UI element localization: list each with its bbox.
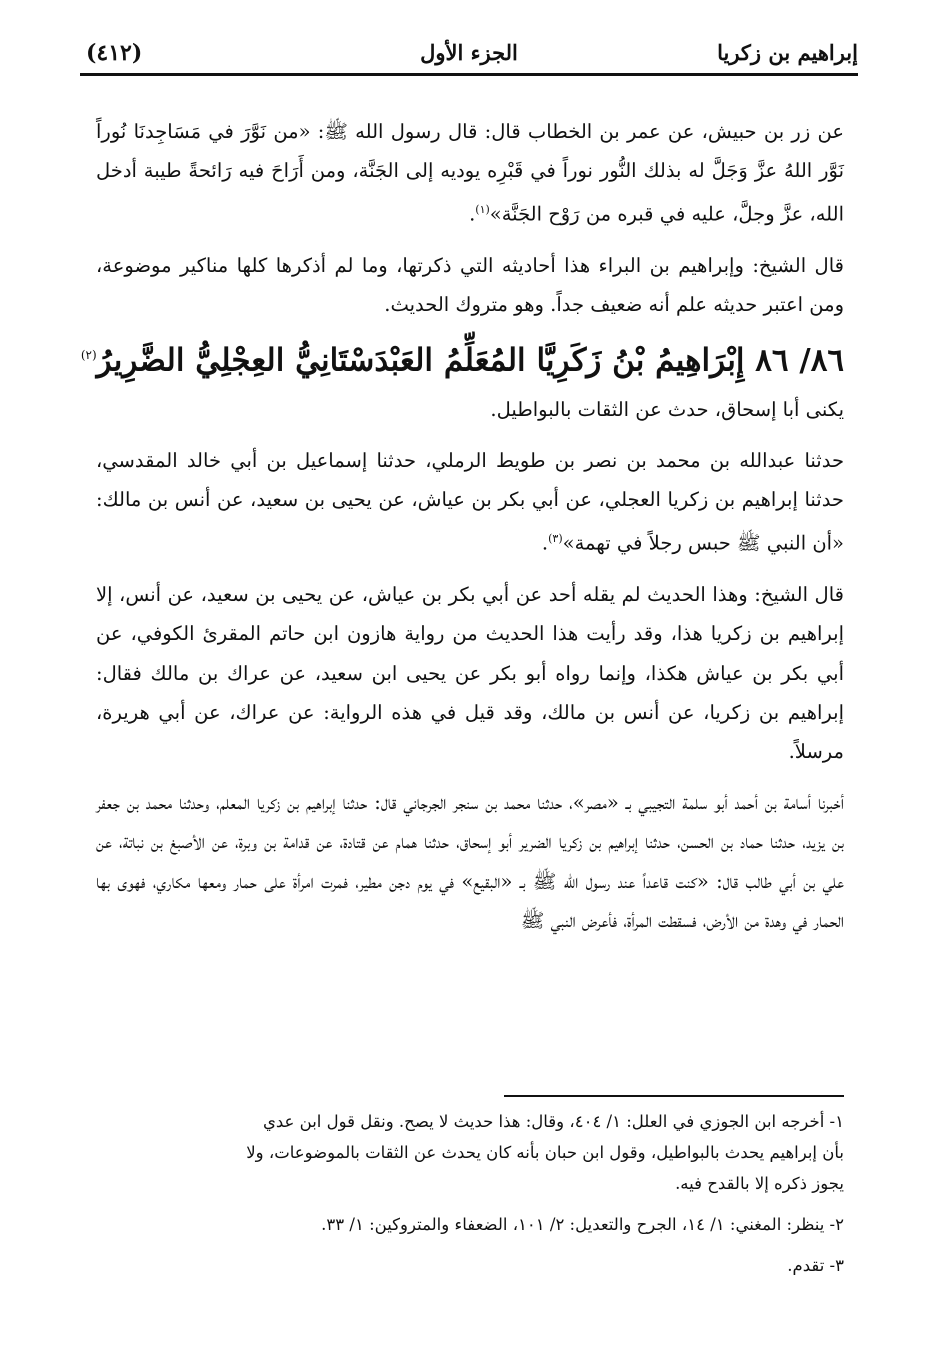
footnote-1-line-3: يجوز ذكره إلا بالقدح فيه.	[675, 1174, 844, 1193]
footnote-1-line-1: ١- أخرجه ابن الجوزي في العلل: ١/ ٤٠٤، وقال: هذا حديث لا يصح. ونقل قول ابن عدي	[262, 1112, 844, 1131]
paragraph-text: حدثنا عبدالله بن محمد بن نصر بن طويط الرملي، حدثنا إسماعيل بن أبي خالد المقدسي، حدثنا إبراهيم بن زكريا العجلي، عن أبي بكر بن عياش، عن يحيى بن سعيد، عن أنس بن مالك: «أن النبي ﷺ حبس رجلاً في تهمة»	[96, 449, 844, 555]
paragraph-hadith-1: عن زر بن حبيش، عن عمر بن الخطاب قال: قال رسول الله ﷺ: «من نَوَّرَ في مَسَاجِدنَا نُوراً نَوَّر اللهُ عزَّ وَجَلَّ له بذلك النُّور نوراً في قَبْرِه يوديه إلى الجَنَّة، ومن أَرَاحَ فيه رَائحةً طيبة أدخل الله، عزَّ وجلَّ، عليه في قبره من رَوْح الجَنَّة»$^{(١)}$.	[96, 120, 844, 226]
footnote-ref-3: (٣)	[548, 532, 563, 546]
paragraph-kunya: يكنى أبا إسحاق، حدث عن الثقات بالبواطيل.	[490, 397, 844, 421]
paragraph-hadith-3: أخبرنا أسامة بن أحمد أبو سلمة التجيبي بـ «مصر»، حدثنا محمد بن سنجر الجرجاني قال: حدثنا إبراهيم بن زكريا المعلم، وحدثنا محمد بن جعفر بن يزيد، حدثنا حماد بن الحسن، حدثنا إبراهيم بن زكريا الضرير أبو إسحاق، حدثنا همام عن قتادة، عن قدامة بن وبرة، عن الأصبغ بن نباتة، عن علي بن أبي طالب قال: «كنت قاعداً عند رسول الله ﷺ بـ «البقيع» في يوم دجن مطير، فمرت امرأة على حمار ومعها مكاري، فهوى بها الحمار في وهدة من الأرض، فسقطت المرأة، فأعرض النبي ﷺ	[96, 791, 844, 932]
footnote-1-line-2: بأن إبراهيم يحدث بالبواطيل، وقول ابن حبان بأنه كان يحدث عن الثقات بالموضوعات، ولا	[246, 1143, 844, 1162]
biography-heading-text: ٨٦/ ٨٦ إِبْرَاهِيمُ بْنُ زَكَرِيَّا المُعَلِّمُ العَبْدَسْتَانِيُّ العِجْلِيُّ الضَّرِيرُ	[96, 341, 844, 378]
page-number: (٤١٢)	[86, 40, 143, 66]
footnote-ref-2: (٢)	[80, 347, 97, 362]
main-text	[80, 112, 844, 948]
header-rule	[80, 73, 858, 76]
page-header	[80, 36, 858, 76]
paragraph-text: عن زر بن حبيش، عن عمر بن الخطاب قال: قال رسول الله ﷺ: «من نَوَّرَ في مَسَاجِدنَا نُوراً نَوَّر اللهُ عزَّ وَجَلَّ له بذلك النُّور نوراً في قَبْرِه يوديه إلى الجَنَّة، ومن أَرَاحَ فيه رَائحةً طيبة أدخل الله، عزَّ وجلَّ، عليه في قبره من رَوْح الجَنَّة»	[96, 120, 844, 226]
footnote-2: ٢- ينظر: المغني: ١/ ١٤، الجرح والتعديل: ٢/ ١٠١، الضعفاء والمتروكين: ١/ ٣٣.	[321, 1215, 844, 1234]
footnote-separator	[504, 1095, 844, 1097]
volume-label: الجزء الأول	[420, 40, 518, 65]
footnote-3: ٣- تقدم.	[787, 1256, 844, 1275]
footnotes	[96, 1106, 844, 1281]
biography-heading	[80, 333, 844, 382]
paragraph-hadith-2: حدثنا عبدالله بن محمد بن نصر بن طويط الرملي، حدثنا إسماعيل بن أبي خالد المقدسي، حدثنا إبراهيم بن زكريا العجلي، عن أبي بكر بن عياش، عن يحيى بن سعيد، عن أنس بن مالك: «أن النبي ﷺ حبس رجلاً في تهمة»$^{(٣)}$.	[96, 449, 844, 555]
running-title: إبراهيم بن زكريا	[717, 40, 858, 65]
footnote-ref-1: (١)	[475, 203, 490, 217]
paragraph-sheikh-comment-1: قال الشيخ: وإبراهيم بن البراء هذا أحاديثه التي ذكرتها، وما لم أذكرها كلها مناكير موضوعة، ومن اعتبر حديثه علم أنه ضعيف جداً. وهو متروك الحديث.	[96, 254, 844, 317]
paragraph-sheikh-comment-2: قال الشيخ: وهذا الحديث لم يقله أحد عن أبي بكر بن عياش، عن يحيى بن سعيد، عن أنس، إلا إبراهيم بن زكريا هذا، وقد رأيت هذا الحديث من رواية هازون ابن حاتم المقرئ الكوفي، عن أبي بكر بن عياش هكذا، وإنما رواه أبو بكر عن يحيى ابن سعيد، عن عراك بن مالك فقال: إبراهيم بن زكريا، عن أنس بن مالك، وقد قيل في هذه الرواية: عن عراك، عن أبي هريرة، مرسلاً.	[96, 583, 844, 763]
